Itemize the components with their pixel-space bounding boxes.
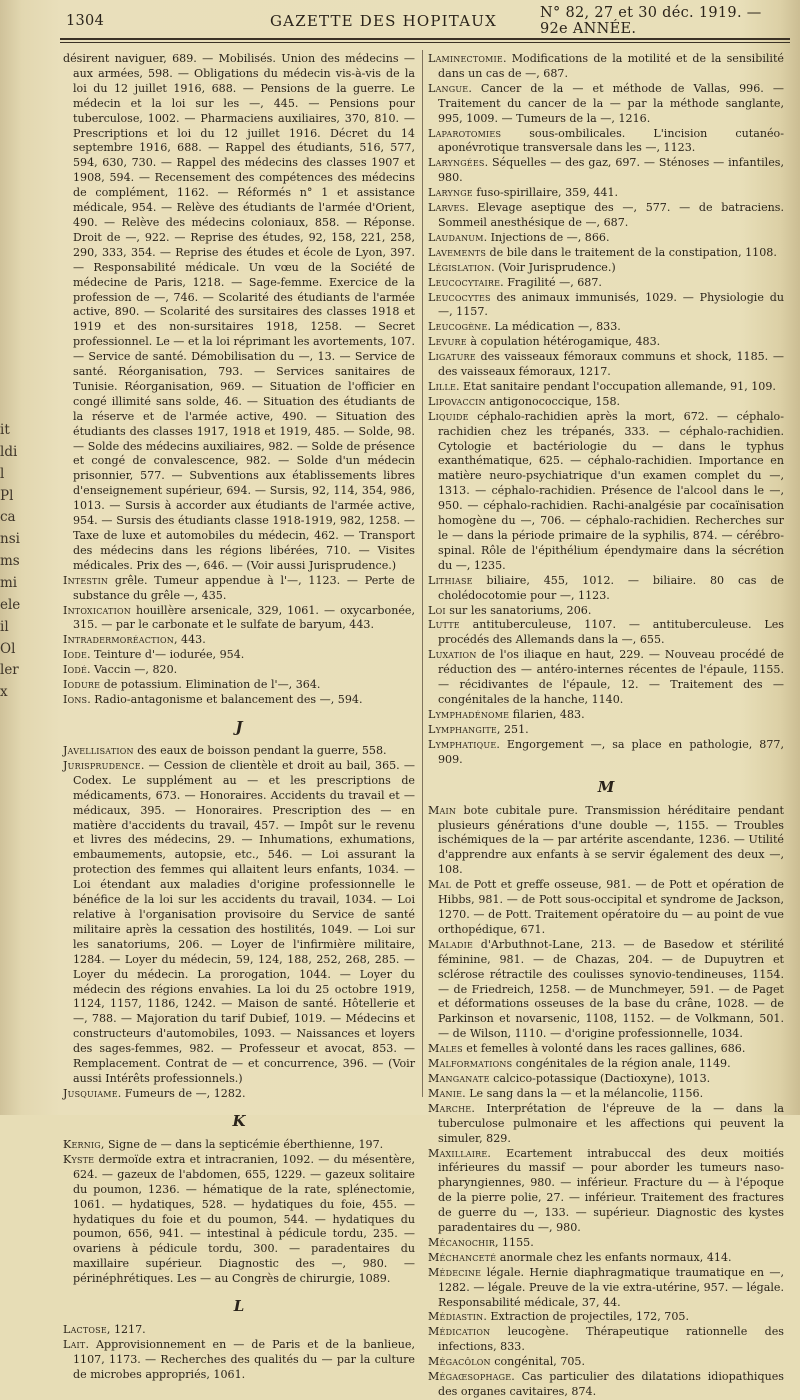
margin-fragment: Pl [0,487,14,504]
column-divider [422,50,423,1097]
entry-text: calcico-potassique (Dactioxyne), 1013. [489,1071,711,1085]
index-entry [428,1087,784,1102]
index-entry [63,678,415,693]
section-letter: L [233,1297,245,1316]
entry-headword: Lymphadénome [428,707,510,721]
index-entry [428,804,784,879]
index-entry [428,350,784,380]
index-entry [63,663,415,678]
index-entry [428,246,784,261]
entry-headword: Iodure [63,678,101,692]
index-entry [428,1057,784,1072]
entry-text: . (Voir Jurisprudence.) [491,260,616,274]
entry-text: . Fumeurs de —, 1282. [117,1086,246,1100]
index-entry [428,1310,784,1325]
entry-text: de potassium. Elimination de l'—, 364. [100,678,321,692]
index-entry [428,604,784,619]
index-entry [428,231,784,246]
margin-fragment: l [0,465,5,482]
entry-text: des animaux immunisés, 1029. — Physiologie du —, 1157. [438,290,784,319]
entry-text: . Fragilité —, 687. [500,275,602,289]
index-entry [63,1338,415,1383]
entry-text: houillère arsenicale, 329, 1061. — oxycarbonée, 315. — par le carbonate et le sulfate de baryum, 443. [73,603,415,632]
entry-headword: Kyste [63,1152,95,1166]
index-entry [63,759,415,1087]
index-entry [428,320,784,335]
index-entry [428,708,784,723]
entry-headword: Javellisation [63,744,134,758]
margin-fragment: ms [0,553,20,570]
entry-text: désirent naviguer, 689. — Mobilisés. Union des médecins — aux armées, 598. — Obligations du médecin vis-à-vis de la loi du 12 juillet 1916, 688. — Pensions de la guerre. Le médecin et la loi sur les —, 445. — Pensions pour tuberculose, 1002. — Pharmaciens auxiliaires, 370, 810. — Prescriptions et loi du 12 juillet 1916. Décret du 14 septembre 1916, 688. — Rappel des étudiants, 516, 577, 594, 630, 730. — Rappel des médecins des classes 1907 et 1908, 594. — Recensement des compétences des médecins de complément, 1162. — Réformés n° 1 et assistance médicale, 954. — Relève des étudiants de l'armée d'Orient, 490. — Relève des médecins coloniaux, 858. — Réponse. Droit de —, 922. — Reprise des études, 92, 158, 221, 258, 290, 333, 354. — Reprise des études et école de Lyon, 397. — Responsabilité médicale. Un vœu de la Société de médecine de Paris, 1218. — Sage-femme. Exercice de la profession de —, 746. — Scolarité des étudiants de l'armée active, 890. — Scolarité des sursitaires des classes 1918 et 1919 et des non-sursitaires 1918, 1258. — Secret professionnel. Le — et la loi réprimant les avortements, 107. — Service de santé. Démobilisation du —, 13. — Service de santé. Réorganisation, 793. — Services sanitaires de Tunisie. Réorganisation, 969. — Situation de l'officier en congé illimité sans solde, 46. — Situation des étudiants de la réserve et de l'armée active, 490. — Situation des étudiants des classes 1917, 1918 et 1919, 485. — Solde, 98. — Solde des médecins auxiliaires, 982. — Solde de présence et congé de convalescence, 982. — Solde d'un médecin prisonnier, 577. — Subventions aux établissements libres d'enseignement supérieur, 694. — Sursis, 92, 114, 354, 986, 1013. — Sursis à accorder aux étudiants de l'armée active, 954. — Sursis des étudiants classe 1918-1919, 982, 1258. — Taxe de luxe et automobiles du médecin, 462. — Transport des médecins dans les régions libérées, 710. — Visites médicales. Prix des —, 646. — (Voir aussi Jurisprudence.) [63,52,415,572]
entry-headword: Leucogène [428,320,488,334]
entry-headword: Législation [428,260,492,274]
margin-fragment: ele [0,596,21,613]
entry-text: . Ecartement intrabuccal des deux moitiés inférieures du massif — pour aborder les tumeurs naso-pharyngiennes, 980. — inférieur. Fracture du — à l'époque de la pierre polie, 27. — inférieur. Traitement des fractures de guerre du —, 133. — supérieur. Diagnostic des kystes paradentaires du —, 980. [438,1146,784,1235]
entry-text: à copulation hétérogamique, 483. [466,335,661,349]
entry-headword: Maladie [428,937,474,951]
index-entry [428,1042,784,1057]
entry-text: leucogène. Thérapeutique rationnelle des infections, 833. [438,1325,784,1354]
entry-headword: Malformations [428,1057,513,1071]
entry-text: congénitales de la région anale, 1149. [512,1057,731,1071]
entry-headword: Lipovaccin [428,394,486,408]
margin-fragment: nsi [0,531,20,548]
index-entry [428,127,784,157]
margin-fragment: ldi [0,443,18,460]
entry-headword: Iode [63,648,87,662]
entry-headword: Médication [428,1325,491,1339]
margin-fragment: Ol [0,640,16,657]
entry-headword: Intoxication [63,603,131,617]
entry-text: bote cubitale pure. Transmission héréditaire pendant plusieurs générations d'une double —, 1155. — Troubles ischémiques de la — par artérite ascendante, 1236. — Utilité d'apprendre aux enfants à se servir également des deux —, 108. [438,803,784,877]
entry-headword: Manganate [428,1071,490,1085]
entry-headword: Jusquiame [63,1086,118,1100]
entry-headword: Ions [63,692,88,706]
entry-text: . La médication —, 833. [487,320,621,334]
entry-text: . Engorgement —, sa place en pathologie, 877, 909. [438,737,784,766]
entry-headword: Méchanceté [428,1250,497,1264]
entry-headword: Ligature [428,350,476,364]
entry-text: des vaisseaux fémoraux communs et shock, 1185. — des vaisseaux fémoraux, 1217. [438,350,784,379]
entry-text: . Le sang dans la — et la mélancolie, 1156. [462,1086,704,1100]
entry-headword: Médiastin [428,1310,484,1324]
index-column-right [428,52,784,1399]
index-entry [428,52,784,82]
index-entry [428,723,784,738]
index-entry [428,261,784,276]
index-entry [428,380,784,395]
entry-text: céphalo-rachidien après la mort, 672. — céphalo-rachidien chez les trépanés, 333. — céphalo-rachidien. Cytologie et bactériologie du — dans le typhus exanthématique, 625. — céphalo-rachidien. Importance en matière neuro-psychiatrique d'un examen complet du —, 1313. — céphalo-rachidien. Présence de l'alcool dans le —, 950. — céphalo-rachidien. Rachi-analgésie par cocaïnisation homogène du —, 706. — céphalo-rachidien. Recherches sur le — dans la période primaire de la syphilis, 874. — cérébro-spinal. Rôle de l'épithélium épendymaire dans la sécrétion du —, 1235. [438,409,784,572]
index-entry [428,1370,784,1400]
entry-headword: Main [428,803,457,817]
entry-headword: Liquide [428,409,469,423]
entry-headword: Iodé [63,663,87,677]
index-entry [63,693,415,708]
entry-text: . Interprétation de l'épreuve de la — dans la tuberculose pulmonaire et les affections qui peuvent la simuler, 829. [438,1101,784,1145]
entry-headword: Loi [428,603,446,617]
entry-text: et femelles à volonté dans les races gallines, 686. [462,1042,746,1056]
entry-text: . Etat sanitaire pendant l'occupation allemande, 91, 109. [456,379,776,393]
entry-headword: Mal [428,878,452,892]
entry-headword: Lithiase [428,573,473,587]
entry-text: légale. Hernie diaphragmatique traumatique en —, 1282. — légale. Preuve de la vie extra-utérine, 957. — légale. Responsabilité médicale, 37, 44. [438,1265,784,1309]
entry-text: des eaux de boisson pendant la guerre, 558. [133,744,387,758]
issue-info: N° 82, 27 et 30 déc. 1919. — 92e ANNÉE. [540,5,762,37]
entry-text: dermoïde extra et intracranien, 1092. — du mésentère, 624. — gazeux de l'abdomen, 655, 1229. — gazeux solitaire du poumon, 1236. — hématique de la rate, splénectomie, 1061. — hydatiques, 528. — hydatiques du foie, 455. — hydatiques du foie et du poumon, 544. — hydatiques du poumon, 656, 941. — intestinal à pédicule tordu, 235. — ovariens à pédicule tordu, 300. — paradentaires du maxillaire supérieur. Diagnostic des —, 980. — périnéphrétiques. Les — au Congrès de chirurgie, 1089. [73,1152,415,1286]
entry-headword: Males [428,1042,463,1056]
entry-text: congénital, 705. [490,1355,586,1369]
entry-text: d'Arbuthnot-Lane, 213. — de Basedow et stérilité féminine, 981. — de Chazas, 204. — de Dupuytren et sclérose rétractile des coulisses synovio-tendineuses, 1154. — de Friedreich, 1258. — de Munchmeyer, 591. — de Paget et déformations osseuses de la base du crâne, 1028. — de Parkinson et novarsenic, 1108, 1152. — de Volkmann, 501. — de Wilson, 1110. — d'origine professionnelle, 1034. [438,937,784,1041]
index-entry [63,1087,415,1102]
entry-headword: Laminectomie [428,52,503,65]
entry-text: fuso-spirillaire, 359, 441. [472,186,619,200]
index-entry [63,633,415,648]
entry-text: de l'os iliaque en haut, 229. — Nouveau procédé de réduction des — antéro-internes récentes de l'épaule, 1155. — récidivantes de l'épaule, 12. — Traitement des — congénitales de la hanche, 1140. [438,648,784,706]
entry-headword: Lymphatique [428,737,497,751]
margin-fragment: ca [0,509,16,526]
index-entry [428,201,784,231]
entry-text: . Cas particulier des dilatations idiopathiques des organes cavitaires, 874. [438,1370,784,1399]
entry-headword: Leucocytaire [428,275,501,289]
entry-headword: Larves [428,201,466,215]
entry-headword: Mégaœsophage [428,1370,512,1384]
entry-headword: Maxillaire [428,1146,488,1160]
index-entry [428,156,784,186]
entry-headword: Lavements [428,245,487,259]
entry-headword: Lille [428,379,456,393]
entry-text: , 1155. [494,1235,534,1249]
index-entry [428,1325,784,1355]
index-entry [63,604,415,634]
index-entry [428,335,784,350]
index-entry [63,1323,415,1338]
index-entry [428,618,784,648]
index-entry [63,1153,415,1287]
index-entry [428,738,784,768]
entry-text: de bile dans le traitement de la constipation, 1108. [486,245,777,259]
entry-headword: Lutte [428,618,460,632]
index-entry [428,648,784,708]
entry-headword: Intradermoréaction [63,633,174,647]
entry-headword: Larynge [428,186,473,200]
entry-headword: Médecine [428,1265,482,1279]
entry-text: . Approvisionnement en — de Paris et de la banlieue, 1107, 1173. — Recherches des qualités du — par la culture de microbes appropriés, 1061. [73,1338,415,1381]
entry-text: , Signe de — dans la septicémie éberthienne, 197. [100,1137,384,1151]
index-entry [428,1102,784,1147]
entry-text: . Séquelles — des gaz, 697. — Sténoses — infantiles, 980. [438,156,784,185]
entry-text: . Teinture d'— iodurée, 954. [87,648,245,662]
entry-text: sur les sanatoriums, 206. [445,603,592,617]
entry-text: . Vaccin —, 820. [87,663,178,677]
entry-text: , 1217. [106,1323,146,1337]
index-entry [63,744,415,759]
entry-text: biliaire, 455, 1012. — biliaire. 80 cas de cholédocotomie pour —, 1123. [438,573,784,602]
margin-fragment: ler [0,662,19,679]
index-entry [428,1266,784,1311]
entry-text: . Radio-antagonisme et balancement des —, 594. [87,692,363,706]
entry-headword: Laparotomies [428,126,502,140]
index-entry [428,276,784,291]
entry-headword: Mécanochir [428,1235,495,1249]
index-entry [428,938,784,1042]
entry-headword: Manie [428,1086,463,1100]
entry-headword: Luxation [428,648,477,662]
entry-text: . Extraction de projectiles, 172, 705. [483,1310,689,1324]
entry-text: . Modifications de la motilité et de la sensibilité dans un cas de —, 687. [438,52,784,80]
entry-headword: Jurisprudence [63,758,141,772]
entry-headword: Lait [63,1338,86,1352]
entry-headword: Intestin [63,573,109,587]
index-entry [428,410,784,574]
entry-text: antituberculeuse, 1107. — antituberculeuse. Les procédés des Allemands dans la —, 655. [438,618,784,647]
index-entry [428,186,784,201]
margin-fragment: it [0,422,10,438]
index-entry [63,52,415,574]
left-margin-fragments [0,420,58,704]
index-entry [428,878,784,938]
entry-text: sous-ombilicales. L'incision cutanéo-aponévrotique transversale dans les —, 1123. [438,126,784,155]
section-letter: M [597,777,615,796]
index-entry [428,574,784,604]
entry-headword: Mégacôlon [428,1355,491,1369]
index-entry [428,1355,784,1370]
entry-text: , 251. [496,722,529,736]
index-entry [428,291,784,321]
entry-headword: Lactose [63,1323,107,1337]
entry-text: anormale chez les enfants normaux, 414. [496,1250,732,1264]
entry-text: grêle. Tumeur appendue à l'—, 1123. — Perte de substance du grêle —, 435. [73,573,415,602]
index-entry [428,1072,784,1087]
entry-headword: Langue [428,81,469,95]
entry-text: , 443. [173,633,206,647]
index-entry [63,1138,415,1153]
entry-text: filarien, 483. [509,707,585,721]
entry-headword: Laudanum [428,230,484,244]
entry-headword: Leucocytes [428,290,491,304]
index-entry [428,1147,784,1236]
entry-headword: Lymphangite [428,722,497,736]
entry-text: . — Cession de clientèle et droit au bail, 365. — Codex. Le supplément au — et les prescriptions de médicaments, 673. — Honoraires. Accidents du travail et — médicaux, 395. — Honoraires. Prescription des — en matière d'accidents du travail, 457. — Impôt sur le revenu et livres des médecins, 29. — Inhumations, exhumations, embaumements, autopsie, etc., 546. — Loi assurant la protection des femmes qui allaitent leurs enfants, 1034. — Loi étendant aux maladies d'origine professionnelle le bénéfice de la loi sur les accidents du travail, 1034. — Loi relative à l'organisation provisoire du Service de santé militaire après la cessation des hostilités, 1049. — Loi sur les sanatoriums, 206. — Loyer de l'infirmière militaire, 1284. — Loyer du médecin, 59, 124, 188, 252, 268, 285. — Loyer du médecin. La prorogation, 1044. — Loyer du médecin des régions envahies. La loi du 25 octobre 1919, 1124, 1157, 1186, 1242. — Maison de santé. Hôtellerie et —, 788. — Majoration du tarif Dubief, 1019. — Médecins et constructeurs d'automobiles, 1093. — Naissances et loyers des sages-femmes, 982. — Professeur et avocat, 853. — Remplacement. Contrat de — et concurrence, 396. — (Voir aussi Intérêts professionnels.) [73,758,415,1085]
page-header [52,6,792,36]
header-rule [60,38,790,40]
index-entry [428,1251,784,1266]
entry-text: . Injections de —, 866. [483,230,610,244]
section-letter: J [235,717,243,736]
section-letter: K [232,1111,246,1130]
entry-headword: Kernig [63,1137,101,1151]
page-number: 1304 [66,13,105,29]
entry-text: . Elevage aseptique des —, 577. — de batraciens. Sommeil anesthésique de —, 687. [438,201,784,229]
entry-headword: Marche [428,1101,472,1115]
entry-headword: Laryngées [428,156,485,170]
entry-text: antigonococcique, 158. [485,394,621,408]
journal-title: GAZETTE DES HOPITAUX [270,12,497,30]
index-entry [428,1236,784,1251]
index-entry [63,648,415,663]
entry-text: . Cancer de la — et méthode de Vallas, 996. — Traitement du cancer de la — par la méthode sanglante, 995, 1009. — Tumeurs de la —, 1216. [438,81,784,125]
margin-fragment: il [0,618,9,635]
header-rule-thin [60,42,790,43]
entry-text: de Pott et greffe osseuse, 981. — de Pott et opération de Hibbs, 981. — de Pott sous-occipital et syndrome de Jackson, 1270. — de Pott. Traitement opératoire du — au point de vue orthopédique, 671. [438,878,784,936]
margin-fragment: mi [0,575,18,592]
index-entry [428,395,784,410]
index-column-left [63,52,415,1381]
index-entry [428,82,784,127]
index-entry [63,574,415,604]
margin-fragment: x [0,684,8,701]
entry-headword: Levure [428,335,467,349]
